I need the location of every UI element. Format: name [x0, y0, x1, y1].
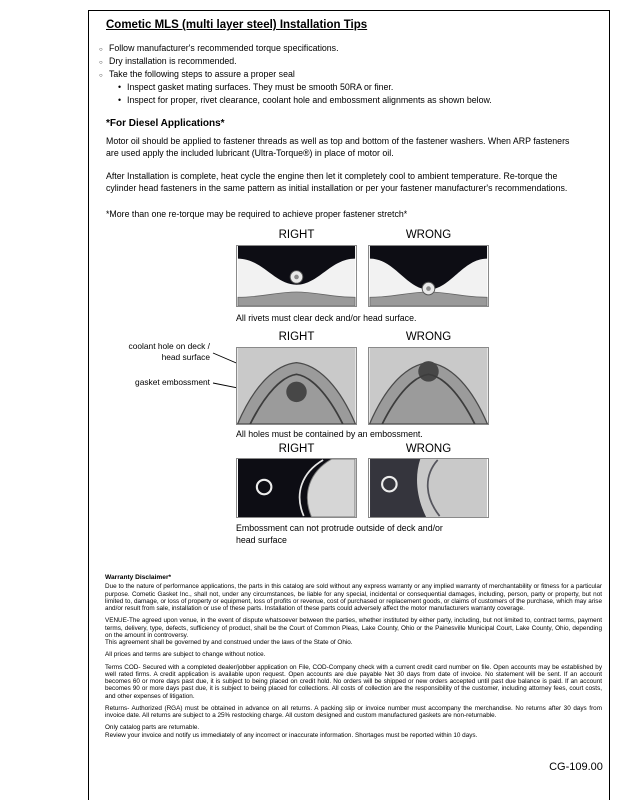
page-code: CG-109.00 [549, 761, 603, 773]
disclaimer-paragraph: Only catalog parts are returnable. [105, 724, 200, 732]
row3-caption: Embossment can not protrude outside of deck and/or head surface [236, 523, 443, 545]
disclaimer-paragraph: This agreement shall be governed by and construed under the laws of the State of Ohio. [105, 639, 353, 646]
diesel-paragraph-1: Motor oil should be applied to fastener threads as well as top and bottom of the fastener washers. When ARP fasteners are used apply the included lubricant (Ultra-Torque®) in place of motor oil. [106, 136, 570, 158]
tip-sub-list [118, 81, 492, 107]
gasket-embossment-annotation: gasket embossment [135, 377, 210, 387]
row2-caption: All holes must be contained by an embossment. [236, 429, 423, 439]
wrong-label-row3: WRONG [405, 443, 452, 455]
disclaimer-paragraph: Review your invoice and notify us immediately of any incorrect or inaccurate information. Shortages must be reported within 10 days. [105, 731, 478, 739]
coolant-hole-wrong-diagram [368, 347, 489, 425]
disclaimer-heading: Warranty Disclaimer* [105, 574, 172, 581]
rivet-clearance-right-diagram [236, 245, 357, 307]
retorque-note: *More than one re-torque may be required to achieve proper fastener stretch* [106, 209, 408, 219]
wrong-label-row1: WRONG [405, 229, 452, 241]
embossment-right-diagram [236, 458, 357, 518]
disclaimer-paragraph: Returns- Authorized (RGA) must be obtained in advance on all returns. A packing slip or invoice number must accompany the merchandise. No returns after 30 days from invoice date. All returns are subject to a 25% restocking charge. All custom designed and custom manufactured gaskets are non-returnable. [105, 704, 602, 719]
tip-sub-item: • Inspect gasket mating surfaces. They must be smooth 50RA or finer. [118, 81, 492, 94]
installation-tips-list [99, 42, 492, 107]
disclaimer-paragraph: VENUE-The agreed upon venue, in the event of dispute whatsoever between the parties, whether instituted by either party, including, but not limited to, contract terms, payment terms, delivery, type, defects, sufficiency of product, shall be the Court of Common Pleas, Lake County, Ohio or the Painesville Municipal Court, Lake County, Ohio, depending on the amount in controversy. [105, 617, 602, 639]
tip-item: ○ Follow manufacturer's recommended torque specifications. [99, 42, 492, 55]
disclaimer-paragraph: Terms COD- Secured with a completed dealer/jobber application on File, COD-Company check with a current credit card number on file. Open accounts may be established by well rated firms. A credit application is available upon request. Open accounts are due payable Net 30 days from date of invoice. No statement will be sent. If an account becomes 60 or more days past due, it is subject to being placed on credit hold. No orders will be shipped or new orders accepted until past due balance is paid. If an account becomes 90 or more days past due, it is subject to being placed for collections. All costs of collection are the responsibility of the customer, including attorney fees, court costs, and other expenses of litigation. [105, 663, 602, 700]
right-label-row1: RIGHT [278, 229, 315, 241]
right-label-row2: RIGHT [278, 331, 315, 343]
right-label-row3: RIGHT [278, 443, 315, 455]
tip-item: ○ Take the following steps to assure a proper seal [99, 68, 492, 81]
warranty-disclaimer [105, 574, 602, 744]
wrong-label-row2: WRONG [405, 331, 452, 343]
disclaimer-paragraph: All prices and terms are subject to change without notice. [105, 651, 266, 659]
rivet-clearance-wrong-diagram [368, 245, 489, 307]
coolant-hole-annotation: coolant hole on deck / head surface [128, 341, 210, 362]
disclaimer-paragraph: Due to the nature of performance applications, the parts in this catalog are sold without any express warranty or any implied warranty of merchantability or fitness for a particular purpose. Cometic Gasket Inc., shall not, under any circumstances, be liable for any special, incidental or consequential damages, including, person, party or property, but not limited to, damage, or loss of property or equipment, loss of profits or revenue, cost of purchased or replacement goods, or claims of customers of the purchase, which may arise and/or result from sale, installation or use of these parts. Installation of these parts could adversely affect the motor manufacturers warranty coverage. [105, 583, 602, 612]
tip-item: ○ Dry installation is recommended. [99, 55, 492, 68]
embossment-wrong-diagram [368, 458, 489, 518]
diesel-paragraph-2: After Installation is complete, heat cycle the engine then let it completely cool to ambient temperature. Re-torque the cylinder head fasteners in the same pattern as initial installation or per your fastener manufacturer's recommendations. [106, 171, 568, 193]
diesel-applications-heading: *For Diesel Applications* [106, 118, 225, 129]
page-title: Cometic MLS (multi layer steel) Installation Tips [106, 19, 368, 31]
row1-caption: All rivets must clear deck and/or head surface. [236, 313, 417, 323]
tip-sub-item: • Inspect for proper, rivet clearance, coolant hole and embossment alignments as shown below. [118, 94, 492, 107]
coolant-hole-right-diagram [236, 347, 357, 425]
